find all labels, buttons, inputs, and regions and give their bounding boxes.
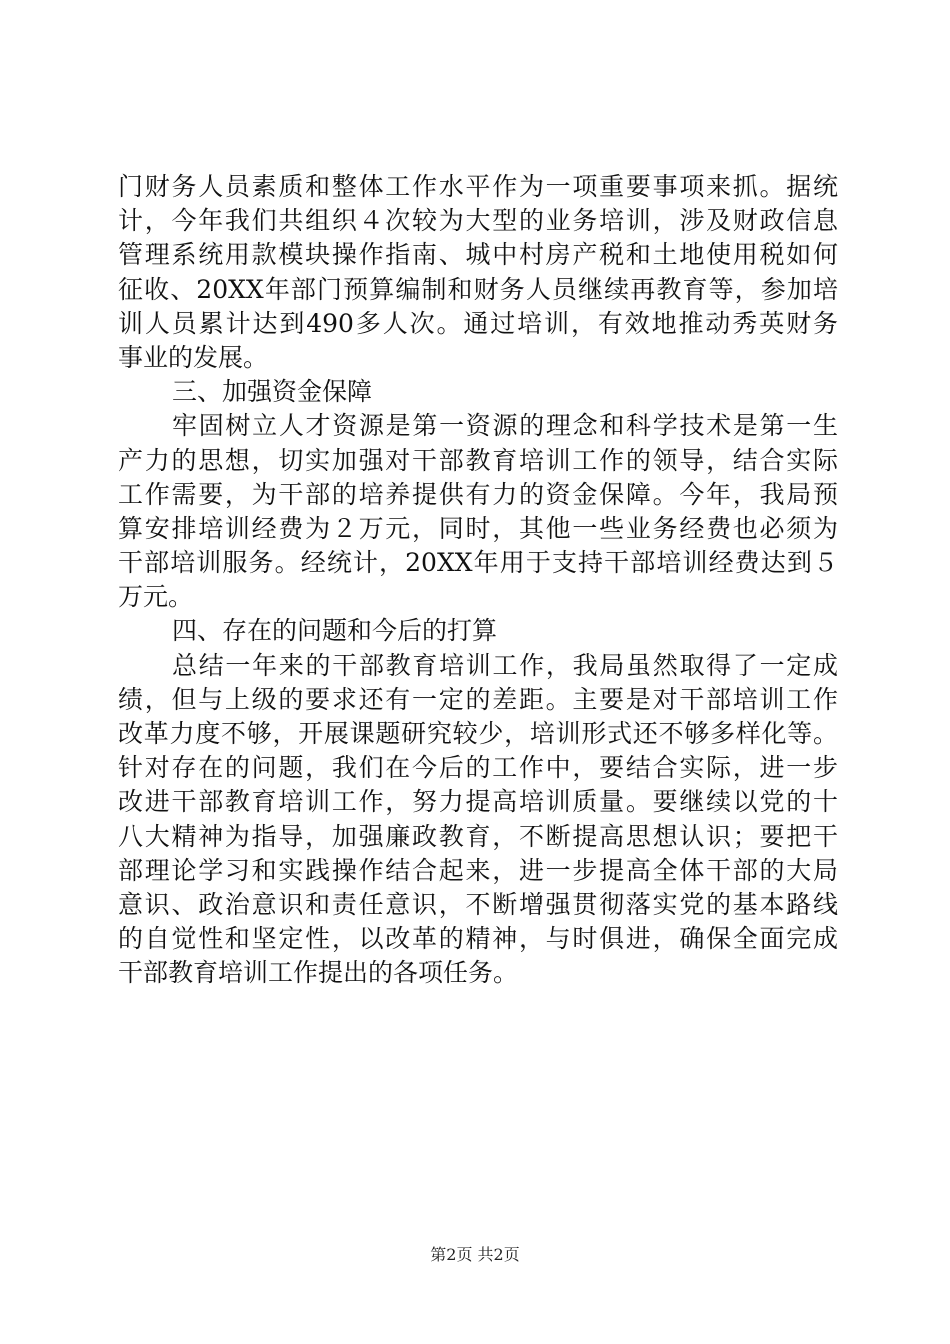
text-line: 万元。 [118,582,194,612]
text-line: 工作需要，为干部的培养提供有力的资金保障。今年，我局预 [118,479,838,509]
text-line: 的自觉性和坚定性，以改革的精神，与时俱进，确保全面完成 [118,924,838,954]
text-line: 总结一年来的干部教育培训工作，我局虽然取得了一定成 [172,650,838,680]
text-line: 意识、政治意识和责任意识，不断增强贯彻落实党的基本路线 [118,889,838,919]
text-line: 绩，但与上级的要求还有一定的差距。主要是对干部培训工作 [118,684,838,714]
text-line: 事业的发展。 [118,342,269,372]
text-line: 算安排培训经费为２万元，同时，其他一些业务经费也必须为 [118,513,838,543]
text-line: 改进干部教育培训工作，努力提高培训质量。要继续以党的十 [118,787,838,817]
text-line: 门财务人员素质和整体工作水平作为一项重要事项来抓。据统 [118,172,838,201]
text-line: 三、加强资金保障 [172,377,373,407]
text-line: 部理论学习和实践操作结合起来，进一步提高全体干部的大局 [118,855,838,885]
text-line: 四、存在的问题和今后的打算 [172,616,498,646]
document-body [118,170,838,991]
text-line: 训人员累计达到490多人次。通过培训，有效地推动秀英财务 [118,308,838,338]
page-footer: 第2页 共2页 [430,1245,520,1264]
text-line: 改革力度不够，开展课题研究较少，培训形式还不够多样化等。 [118,719,838,748]
text-line: 计，今年我们共组织４次较为大型的业务培训，涉及财政信息 [118,206,838,236]
text-line: 针对存在的问题，我们在今后的工作中，要结合实际，进一步 [118,753,838,783]
text-line: 干部教育培训工作提出的各项任务。 [118,958,519,988]
text-line: 牢固树立人才资源是第一资源的理念和科学技术是第一生 [172,411,838,441]
text-line: 产力的思想，切实加强对干部教育培训工作的领导，结合实际 [118,445,838,475]
text-line: 干部培训服务。经统计，20XX年用于支持干部培训经费达到５ [118,548,838,578]
text-line: 管理系统用款模块操作指南、城中村房产税和土地使用税如何 [118,240,838,270]
text-line: 征收、20XX年部门预算编制和财务人员继续再教育等，参加培 [118,274,838,304]
text-line: 八大精神为指导，加强廉政教育，不断提高思想认识；要把干 [118,821,838,851]
